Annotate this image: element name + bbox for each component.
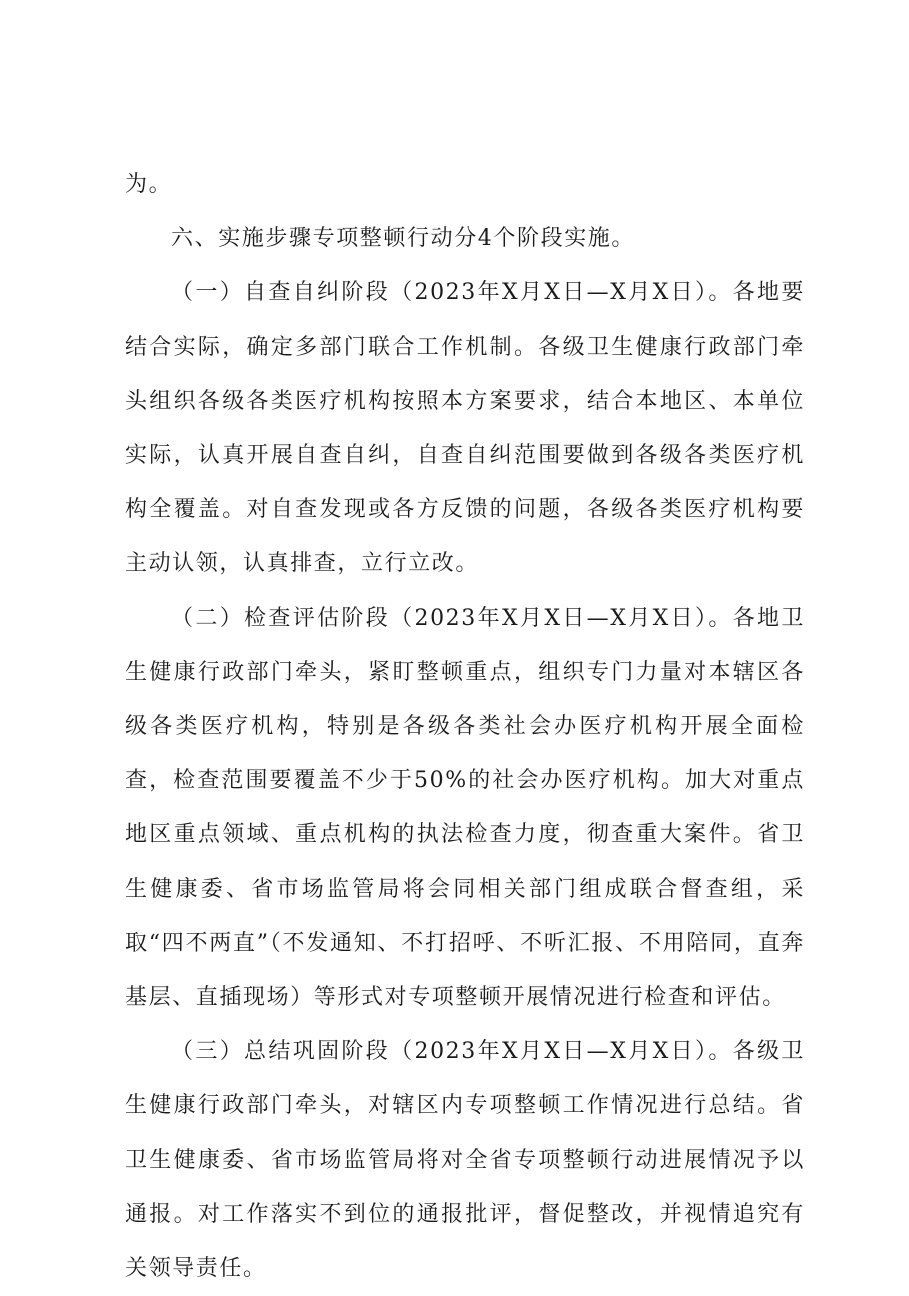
paragraph-section-six-heading: 六、实施步骤专项整顿行动分4个阶段实施。 — [171, 226, 635, 252]
paragraph-self-inspection-stage: （一）自查自纠阶段（2023年X月X日—X月X日）。各地要结合实际，确定多部门联合工作机制。各级卫生健康行政部门牵头组织各级各类医疗机构按照本方案要求，结合本地区、本单位实际，认真开展自查自纠，自查自纠范围要做到各级各类医疗机构全覆盖。对自查发现或各方反馈的问题，各级各类医疗机构要主动认领，认真排查，立行立改。 — [125, 280, 805, 577]
paragraph-summary-consolidation-stage: （三）总结巩固阶段（2023年X月X日—X月X日）。各级卫生健康行政部门牵头，对辖区内专项整顿工作情况进行总结。省卫生健康委、省市场监管局将对全省专项整顿行动进展情况予以通报。对工作落实不到位的通报批评，督促整改，并视情追究有关领导责任。 — [125, 1039, 805, 1282]
paragraph-inspection-evaluation-stage: （二）检查评估阶段（2023年X月X日—X月X日）。各地卫生健康行政部门牵头，紧盯整顿重点，组织专门力量对本辖区各级各类医疗机构，特别是各级各类社会办医疗机构开展全面检查，检查范围要覆盖不少于50%的社会办医疗机构。加大对重点地区重点领域、重点机构的执法检查力度，彻查重大案件。省卫生健康委、省市场监管局将会同相关部门组成联合督查组，采取“四不两直”（不发通知、不打招呼、不听汇报、不用陪同，直奔基层、直插现场）等形式对专项整顿开展情况进行检查和评估。 — [125, 605, 805, 1011]
document-body — [125, 158, 805, 1296]
paragraph-continuation: 为。 — [125, 172, 173, 197]
